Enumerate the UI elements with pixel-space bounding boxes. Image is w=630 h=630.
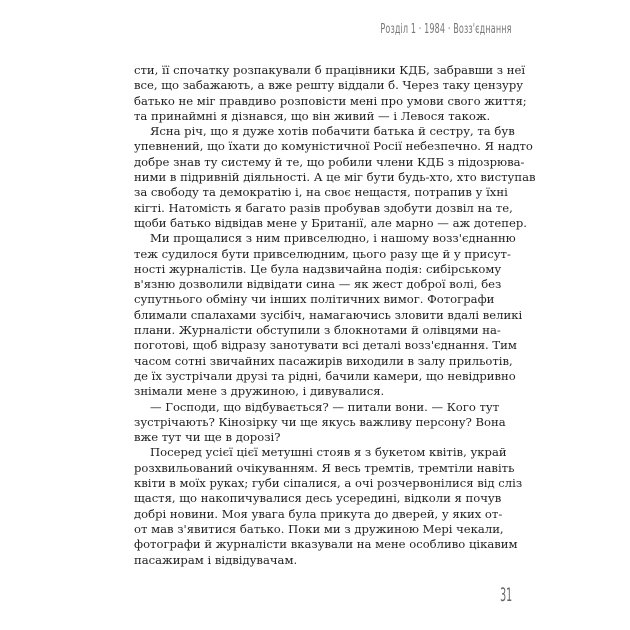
text-line: ними в підривній діяльності. А це міг бути будь-хто, хто виступав	[134, 170, 536, 185]
text-line: щастя, що накопичувалися десь усередині, відколи я почув	[134, 491, 502, 506]
text-line: розхвильований очікуванням. Я весь тремтів, тремтіли навіть	[134, 460, 515, 475]
text-line: де їх зустрічали друзі та рідні, бачили камери, що невідривно	[134, 368, 516, 383]
text-line: вже тут чи ще в дорозі?	[134, 430, 281, 445]
text-line: все, що забажають, а вже решту віддали б. Через таку цензуру	[134, 78, 524, 93]
text-line: Посеред усієї цієї метушні стояв я з букетом квітів, украй	[150, 445, 507, 460]
page-number: 31	[499, 584, 512, 606]
text-line: сти, її спочатку розпакували б працівники КДБ, забравши з неї	[134, 63, 526, 77]
text-line: плани. Журналісти обступили з блокнотами й олівцями на-	[134, 323, 501, 338]
text-line: добре знав ту систему й те, що робили члени КДБ з підозрюва-	[134, 154, 525, 169]
text-line: фотографи й журналісти вказували на мене особливо цікавим	[134, 537, 518, 552]
text-line: супутнього обміну чи інших політичних вимог. Фотографи	[134, 292, 495, 307]
text-line: кігті. Натомість я багато разів пробував здобути дозвіл на те,	[134, 200, 513, 215]
text-line: батько не міг правдиво розповісти мені про умови свого життя;	[134, 93, 527, 108]
body-text	[134, 63, 536, 568]
text-line: за свободу та демократію і, на своє нещастя, потрапив у їхні	[134, 185, 508, 200]
text-line: Ми прощалися з ним привселюдно, і нашому возз'єднанню	[150, 231, 516, 246]
text-line: Ясна річ, що я дуже хотів побачити батька й сестру, та був	[150, 124, 515, 139]
text-line: от мав з'явитися батько. Поки ми з дружиною Мері чекали,	[134, 521, 504, 536]
text-line: пасажирам і відвідувачам.	[134, 552, 298, 567]
text-line: квіти в моїх руках; губи сіпалися, а очі розчервонілися від сліз	[134, 476, 523, 491]
text-line: знімали мене з дружиною, і дивувалися.	[134, 384, 385, 399]
text-line: добрі новини. Моя увага була прикута до дверей, у яких от-	[134, 506, 503, 521]
text-line: в'язню дозволили відвідати сина — як жест доброї волі, без	[134, 277, 502, 292]
text-line: упевнений, що їхати до комуністичної Росії небезпечно. Я надто	[134, 139, 533, 154]
text-line: теж судилося бути привселюдним, цього разу ще й у присут-	[134, 246, 511, 261]
text-line: блимали спалахами зусібіч, намагаючись зловити вдалі великі	[134, 307, 523, 322]
text-line: часом сотні звичайних пасажирів виходили в залу прильотів,	[134, 353, 513, 368]
running-header: Розділ 1 · 1984 · Возз'єднання	[380, 22, 512, 37]
text-line: ності журналістів. Це була надзвичайна подія: сибірському	[134, 261, 502, 276]
text-line: та принаймні я дізнався, що він живий — і Левося також.	[134, 108, 491, 123]
text-line: поготові, щоб відразу занотувати всі деталі возз'єднання. Тим	[134, 338, 517, 353]
text-line: — Господи, що відбувається? — питали вони. — Кого тут	[150, 399, 500, 414]
text-line: зустрічають? Кінозірку чи ще якусь важливу персону? Вона	[134, 414, 506, 429]
text-line: щоби батько відвідав мене у Британії, але марно — аж дотепер.	[134, 215, 527, 230]
